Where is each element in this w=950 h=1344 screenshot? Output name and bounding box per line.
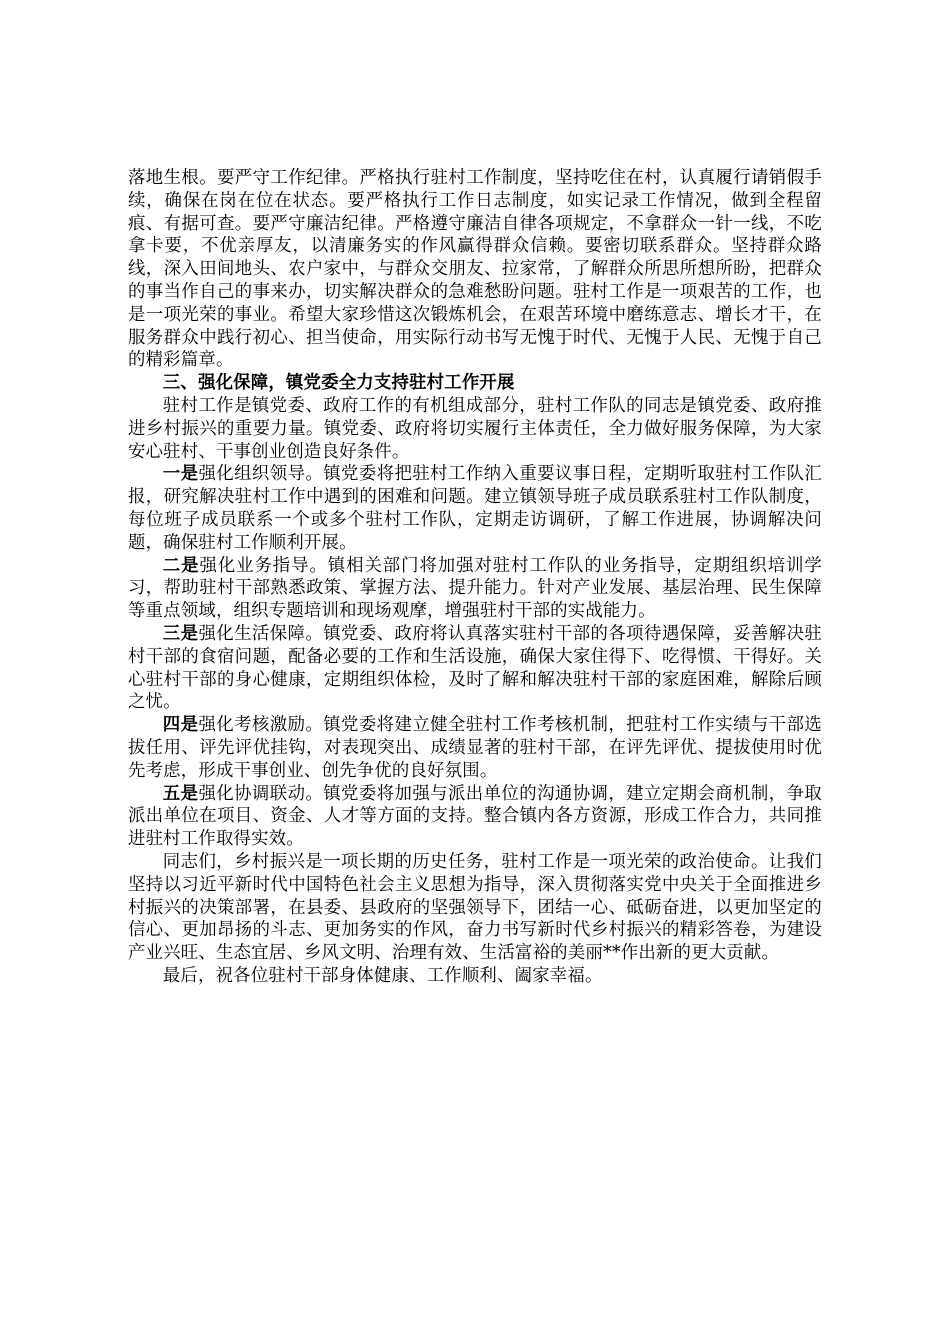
paragraph-intro: 驻村工作是镇党委、政府工作的有机组成部分，驻村工作队的同志是镇党委、政府推进乡村振兴的重要力量。镇党委、政府将切实履行主体责任，全力做好服务保障，为大家安心驻村、干事创业创造良好条件。: [128, 395, 822, 462]
item-text: 强化协调联动。镇党委将加强与派出单位的沟通协调，建立定期会商机制，争取派出单位在项目、资金、人才等方面的支持。整合镇内各方资源，形成工作合力，共同推进驻村工作取得实效。: [128, 783, 822, 850]
item-text: 强化考核激励。镇党委将建立健全驻村工作考核机制，把驻村工作实绩与干部选拔任用、评先评优挂钩，对表现突出、成绩显著的驻村干部，在评先评优、提拔使用时优先考虑，形成干事创业、创先争优的良好氛围。: [128, 715, 822, 781]
document-page: [128, 167, 822, 988]
list-item-3: [128, 623, 822, 714]
list-item-5: [128, 783, 822, 851]
section-heading-3: 三、强化保障，镇党委全力支持驻村工作开展: [162, 373, 515, 394]
list-item-4: [128, 714, 822, 782]
item-lead: 一是: [162, 464, 199, 485]
item-lead: 二是: [162, 555, 200, 576]
item-lead: 五是: [162, 783, 199, 804]
list-item-1: [128, 463, 822, 554]
paragraph-continuation: 落地生根。要严守工作纪律。严格执行驻村工作制度，坚持吃住在村，认真履行请销假手续，确保在岗在位在状态。要严格执行工作日志制度，如实记录工作情况，做到全程留痕、有据可查。要严守廉洁纪律。严格遵守廉洁自律各项规定，不拿群众一针一线，不吃拿卡要，不优亲厚友，以清廉务实的作风赢得群众信赖。要密切联系群众。坚持群众路线，深入田间地头、农户家中，与群众交朋友、拉家常，了解群众所思所想所盼，把群众的事当作自己的事来办，切实解决群众的急难愁盼问题。驻村工作是一项艰苦的工作，也是一项光荣的事业。希望大家珍惜这次锻炼机会，在艰苦环境中磨练意志、增长才干，在服务群众中践行初心、担当使命，用实际行动书写无愧于时代、无愧于人民、无愧于自己的精彩篇章。: [128, 168, 822, 371]
item-lead: 三是: [162, 623, 199, 644]
item-text: 强化组织领导。镇党委将把驻村工作纳入重要议事日程，定期听取驻村工作队汇报，研究解决驻村工作中遇到的困难和问题。建立镇领导班子成员联系驻村工作队制度，每位班子成员联系一个或多个驻村工作队，定期走访调研，了解工作进展，协调解决问题，确保驻村工作顺利开展。: [128, 464, 822, 553]
item-text: 强化生活保障。镇党委、政府将认真落实驻村干部的各项待遇保障，妥善解决驻村干部的食宿问题，配备必要的工作和生活设施，确保大家住得下、吃得惯、干得好。关心驻村干部的身心健康，定期组织体检，及时了解和解决驻村干部的家庭困难，解除后顾之忧。: [128, 623, 822, 713]
item-lead: 四是: [162, 715, 199, 736]
paragraph-closing: 同志们，乡村振兴是一项长期的历史任务，驻村工作是一项光荣的政治使命。让我们坚持以习近平新时代中国特色社会主义思想为指导，深入贯彻落实党中央关于全面推进乡村振兴的决策部署，在县委、县政府的坚强领导下，团结一心、砥砺奋进，以更加坚定的信心、更加昂扬的斗志、更加务实的作风，奋力书写新时代乡村振兴的精彩答卷，为建设产业兴旺、生态宜居、乡风文明、治理有效、生活富裕的美丽**作出新的更大贡献。: [128, 851, 822, 964]
list-item-2: [128, 555, 822, 623]
paragraph-final: 最后，祝各位驻村干部身体健康、工作顺利、阖家幸福。: [162, 965, 603, 986]
item-text: 强化业务指导。镇相关部门将加强对驻村工作队的业务指导，定期组织培训学习，帮助驻村干部熟悉政策、掌握方法、提升能力。针对产业发展、基层治理、民生保障等重点领域，组织专题培训和现场观摩，增强驻村干部的实战能力。: [128, 555, 822, 622]
